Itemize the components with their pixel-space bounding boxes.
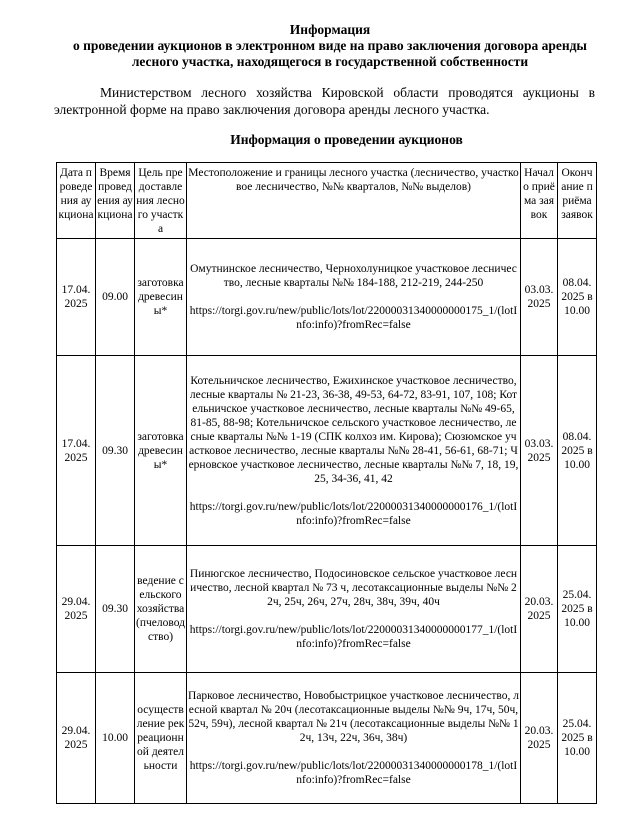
location-text: Омутнинское лесничество, Чернохолуницкое участковое лесничество, лесные кварталы №№ 184-188, 212-219, 244-250 (190, 263, 517, 289)
cell-time: 09.30 (96, 356, 135, 546)
table-title: Информация о проведении аукционов (230, 132, 463, 147)
header-end: Окончание приёма заявок (558, 163, 597, 239)
cell-start: 20.03. 2025 (521, 546, 558, 673)
cell-end: 25.04. 2025 в 10.00 (558, 546, 597, 673)
cell-location (187, 673, 521, 804)
cell-location (187, 546, 521, 673)
cell-end: 08.04. 2025 в 10.00 (558, 356, 597, 546)
cell-date: 17.04. 2025 (57, 239, 96, 356)
table-row (57, 546, 597, 673)
lot-link[interactable]: https://torgi.gov.ru/new/public/lots/lot/22000031340000000175_1/(lotInfo:info)?fromRec=false (189, 305, 518, 331)
table-row (57, 239, 597, 356)
lot-link[interactable]: https://torgi.gov.ru/new/public/lots/lot/22000031340000000176_1/(lotInfo:info)?fromRec=false (189, 500, 518, 527)
document-title: Информация (289, 22, 371, 37)
location-text: Пинюгское лесничество, Подосиновское сельское участковое лесничество, лесной квартал № 73 ч, лесотаксационные выделы №№ 22ч, 25ч, 26ч, 27ч, 28ч, 38ч, 39ч, 40ч (189, 568, 518, 608)
cell-date: 29.04. 2025 (57, 546, 96, 673)
location-text: Котельничское лесничество, Ежихинское участковое лесничество, лесные кварталы № 21-23, 36-38, 49-53, 64-72, 83-91, 107, 108; Котельничское участковое лесничество, лесные кварталы №№ 49-65, 81-85, 88-98; Котельничское сельского участковое лесничество, лесные кварталы №№ 1-19 (СПК колхоз им. Кирова); Сюзюмское участковое лесничество, лесные кварталы №№ 28-41, 56-61, 68-71; Черновское участковое лесничество, лесные кварталы №№ 7, 18, 19, 25, 34-36, 41, 42 (188, 374, 519, 485)
cell-end: 08.04. 2025 в 10.00 (558, 239, 597, 356)
cell-time: 09.30 (96, 546, 135, 673)
auctions-table (56, 162, 597, 804)
header-start: Начало приёма заявок (521, 163, 558, 239)
header-purpose: Цель предоставления лесного участка (135, 163, 187, 239)
cell-purpose: заготовка древесины* (135, 356, 187, 546)
document-subtitle-line1: о проведении аукционов в электронном виде на право заключения договора аренды (73, 38, 587, 53)
cell-date: 29.04. 2025 (57, 673, 96, 804)
table-row (57, 356, 597, 546)
cell-location (187, 356, 521, 546)
cell-date: 17.04. 2025 (57, 356, 96, 546)
header-location: Местоположение и границы лесного участка (лесничество, участковое лесничество, №№ кварталов, №№ выделов) (187, 163, 521, 239)
document-subtitle-line2: лесного участка, находящегося в государственной собственности (131, 54, 529, 69)
intro-paragraph: Министерством лесного хозяйства Кировской области проводятся аукционы в электронной форме на право заключения договора аренды лесного участка. (54, 85, 595, 117)
cell-start: 03.03. 2025 (521, 239, 558, 356)
cell-end: 25.04. 2025 в 10.00 (558, 673, 597, 804)
lot-link[interactable]: https://torgi.gov.ru/new/public/lots/lot/22000031340000000177_1/(lotInfo:info)?fromRec=false (189, 624, 518, 650)
lot-link[interactable]: https://torgi.gov.ru/new/public/lots/lot/22000031340000000178_1/(lotInfo:info)?fromRec=false (189, 760, 518, 786)
cell-purpose: ведение сельского хозяйства (пчеловодство) (135, 546, 187, 673)
cell-time: 09.00 (96, 239, 135, 356)
cell-purpose: осуществление рекреационной деятельности (135, 673, 187, 804)
cell-start: 03.03. 2025 (521, 356, 558, 546)
location-text: Парковое лесничество, Новобыстрицкое участковое лесничество, лесной квартал № 20ч (лесотаксационные выделы №№ 9ч, 17ч, 50ч, 52ч, 59ч), лесной квартал № 21ч (лесотаксационные выделы №№ 12ч, 13ч, 22ч, 36ч, 38ч) (188, 690, 519, 744)
cell-time: 10.00 (96, 673, 135, 804)
cell-start: 20.03. 2025 (521, 673, 558, 804)
cell-location (187, 239, 521, 356)
table-row (57, 673, 597, 804)
header-date: Дата проведения аукциона (57, 163, 96, 239)
table-header-row (57, 163, 597, 239)
cell-purpose: заготовка древесины* (135, 239, 187, 356)
header-time: Время проведения аукциона (96, 163, 135, 239)
